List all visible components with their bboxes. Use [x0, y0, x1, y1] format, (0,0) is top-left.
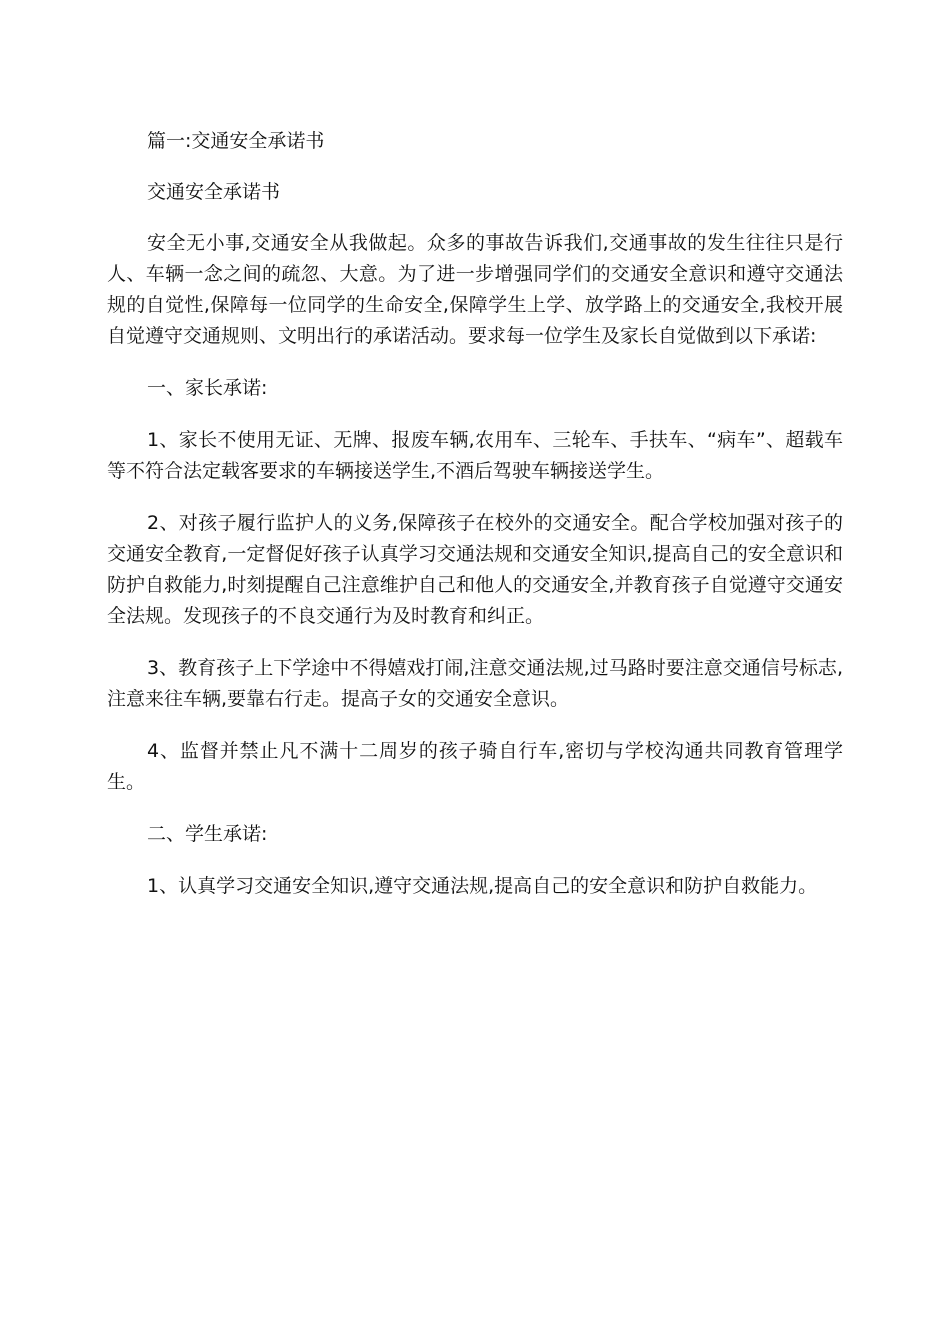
document-heading-1: 篇一:交通安全承诺书 — [147, 130, 325, 152]
intro-paragraph: 安全无小事,交通安全从我做起。众多的事故告诉我们,交通事故的发生往往只是行人、车辆一念之间的疏忽、大意。为了进一步增强同学们的交通安全意识和遵守交通法规的自觉性,保障每一位同学的生命安全,保障学生上学、放学路上的交通安全,我校开展自觉遵守交通规则、文明出行的承诺活动。要求每一位学生及家长自觉做到以下承诺: — [107, 232, 843, 347]
document-body — [107, 126, 843, 902]
section-student-heading: 二、学生承诺: — [147, 823, 268, 845]
parent-item-2: 2、对孩子履行监护人的义务,保障孩子在校外的交通安全。配合学校加强对孩子的交通安全教育,一定督促好孩子认真学习交通法规和交通安全知识,提高自己的安全意识和防护自救能力,时刻提醒自己注意维护自己和他人的交通安全,并教育孩子自觉遵守交通安全法规。发现孩子的不良交通行为及时教育和纠正。 — [107, 512, 843, 627]
parent-item-4: 4、监督并禁止凡不满十二周岁的孩子骑自行车,密切与学校沟通共同教育管理学生。 — [107, 740, 843, 793]
document-heading-2: 交通安全承诺书 — [147, 181, 281, 203]
parent-item-3: 3、教育孩子上下学途中不得嬉戏打闹,注意交通法规,过马路时要注意交通信号标志,注意来往车辆,要靠右行走。提高子女的交通安全意识。 — [107, 657, 843, 710]
parent-item-1: 1、家长不使用无证、无牌、报废车辆,农用车、三轮车、手扶车、“病车”、超载车等不符合法定载客要求的车辆接送学生,不酒后驾驶车辆接送学生。 — [107, 429, 843, 482]
student-item-1: 1、认真学习交通安全知识,遵守交通法规,提高自己的安全意识和防护自救能力。 — [147, 875, 818, 897]
section-parent-heading: 一、家长承诺: — [147, 377, 268, 399]
